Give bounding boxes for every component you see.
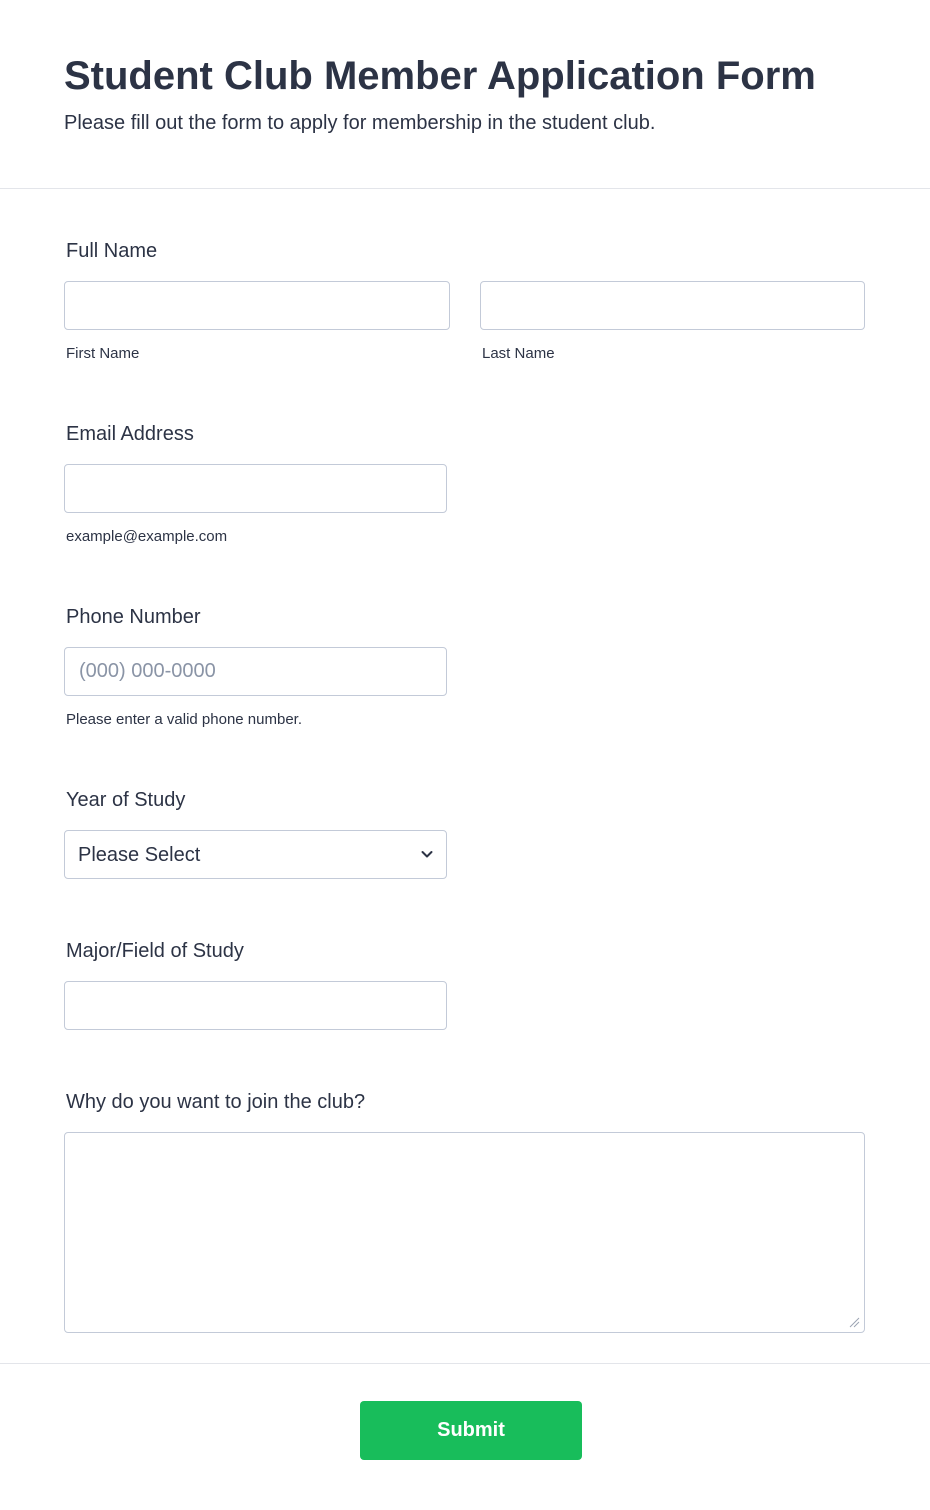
chevron-down-icon [420,847,434,861]
last-name-sublabel: Last Name [482,345,555,362]
form-header [0,0,930,189]
phone-label: Phone Number [66,606,201,628]
year-of-study-selected-value: Please Select [78,844,201,866]
why-join-label: Why do you want to join the club? [66,1091,366,1113]
email-label: Email Address [66,423,194,445]
footer-divider [0,1363,930,1364]
full-name-label: Full Name [66,240,158,262]
year-of-study-label: Year of Study [66,789,186,811]
first-name-sublabel: First Name [66,345,140,362]
page-title: Student Club Member Application Form [64,54,816,98]
page-subtitle: Please fill out the form to apply for membership in the student club. [64,112,656,134]
major-label: Major/Field of Study [66,940,244,962]
email-sublabel: example@example.com [66,528,228,545]
resize-handle-icon[interactable] [848,1316,860,1328]
last-name-input[interactable] [480,281,865,330]
year-of-study-select[interactable] [64,830,447,879]
first-name-input[interactable] [64,281,450,330]
phone-input[interactable] [64,647,447,696]
phone-sublabel: Please enter a valid phone number. [66,711,302,728]
major-input[interactable] [64,981,447,1030]
email-input[interactable] [64,464,447,513]
why-join-textarea[interactable] [64,1132,865,1333]
submit-button[interactable]: Submit [360,1401,582,1460]
